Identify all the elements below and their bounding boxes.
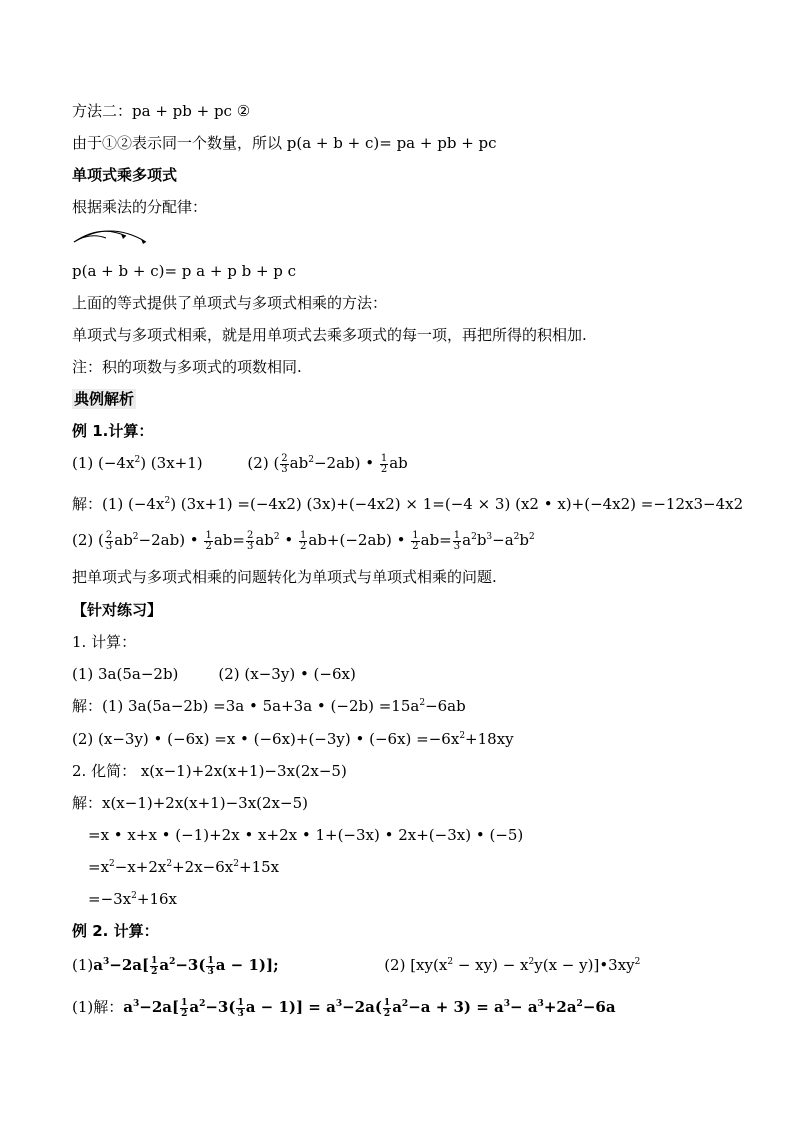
example-1-solution-1: 解：(1) $(-4x^2)$ (3x+1) =(−4x2) (3x)+(−4x2) × 1=(−4 × 3) (x2 • x)+(−4x2) =−12x3−4x2 (72, 495, 744, 513)
conversion-note: 把单项式与多项式相乘的问题转化为单项式与单项式相乘的问题. (72, 568, 497, 586)
fraction: $\frac{2}{3}$ (281, 452, 288, 475)
practice-1-problems: (1) 3a(5a−2b) (2) (x−3y) • (−6x) (72, 665, 356, 683)
practice-2-step-1: =x • x+x • (−1)+2x • x+2x • 1+(−3x) • 2x+(−3x) • (−5) (88, 826, 524, 844)
practice-2-title: 2. 化简： x(x−1)+2x(x+1)−3x(2x−5) (72, 762, 347, 780)
example-2-solution-1: (1)解：$a^3-2a$[ $\frac{1}{2}$ $a^2-3$( $\frac{1}{3}$ $a - 1)] = a^3-2a$( $\frac{1}{2}$ $a^2-a + 3) = a^3- a^3+2a^2-6a$ (72, 997, 616, 1019)
section-heading-monomial-polynomial: 单项式乘多项式 (72, 166, 178, 184)
example-2-problems: $(1)a^3-2a$[ $\frac{1}{2}$ $a^2-3$( $\frac{1}{3}$ a − 1)]; (2) [$xy(x^2 - xy) - x^2y(x$ − $y)]•3xy^2$ (72, 955, 641, 977)
method-intro-line: 上面的等式提供了单项式与多项式相乘的方法： (72, 294, 388, 312)
practice-1-title: 1. 计算： (72, 633, 137, 651)
distribution-arrows-icon (70, 226, 154, 248)
distributive-formula: p(a + b + c)= p a + p b + p c (72, 262, 297, 280)
example-1-title: 例 1.计算： (72, 422, 154, 440)
example-1-problems: (1) $(-4x^2)$ (3x+1) (2) ( $\frac{2}{3}$ $ab^2-2ab$) • $\frac{1}{2}$ ab (72, 452, 408, 475)
distributive-law-line: 根据乘法的分配律： (72, 198, 208, 216)
practice-2-step-2: $=x^2-x+2x^2+2x-6x^2+15x$ (88, 858, 280, 876)
examples-highlight: 典例解析 (74, 390, 135, 408)
section-heading-examples (72, 389, 136, 409)
note-line: 注：积的项数与多项式的项数相同. (72, 358, 302, 376)
example-2-title: 例 2. 计算： (72, 922, 159, 940)
equality-statement: 由于①②表示同一个数量，所以 p(a + b + c)= pa + pb + pc (72, 134, 497, 152)
rule-statement: 单项式与多项式相乘，就是用单项式去乘多项式的每一项，再把所得的积相加. (72, 326, 587, 344)
example-1-solution-2: (2) ( $\frac{2}{3}$ $ab^2-2ab$) • $\frac{1}{2}$ ab= $\frac{2}{3}$ $ab^2$ • $\frac{1}{2}$ ab+(−2ab) • $\frac{1}{2}$ ab= $\frac{1}{3}$ $a^2b^3-a^2b^2$ (72, 529, 535, 552)
practice-2-step-3: $=-3x^2+16x$ (88, 890, 177, 908)
practice-1-solution-1: 解：(1) 3a(5a−2b) =3a • 5a+3a • $(-2b) =15a^2-6ab$ (72, 697, 466, 715)
practice-2-solution-start: 解：x(x−1)+2x(x+1)−3x(2x−5) (72, 794, 308, 812)
practice-1-solution-2: (2) (x−3y) • (−6x) =x • (−6x)+(−3y) • $(-6x) =-6x^2+18xy$ (72, 730, 514, 748)
practice-heading: 【针对练习】 (72, 601, 163, 619)
method-two-line: 方法二：pa + pb + pc ② (72, 102, 251, 120)
fraction: $\frac{1}{2}$ (380, 452, 388, 475)
